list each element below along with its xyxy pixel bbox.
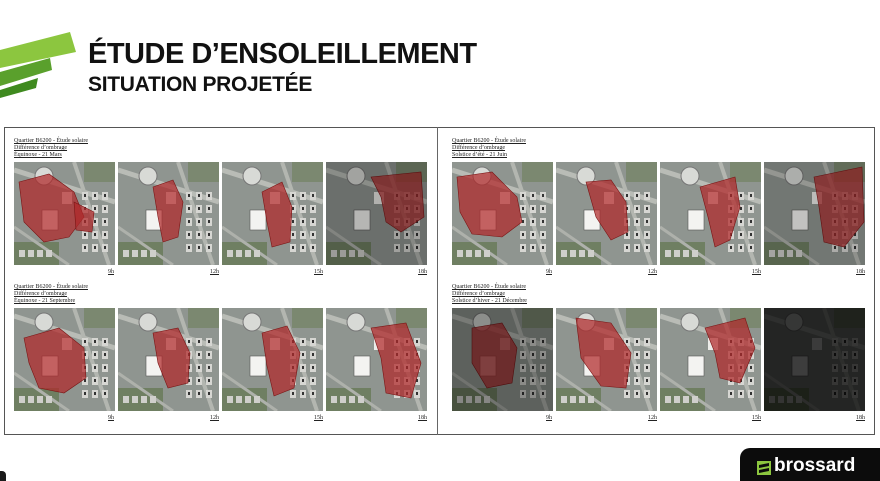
time-label: 9h [108, 415, 114, 421]
aerial-map [660, 162, 761, 265]
aerial-map [556, 308, 657, 411]
shadow-map-tile [660, 308, 761, 411]
time-label: 12h [210, 269, 219, 275]
caption-line-date: Solstice d’été - 21 Juin [452, 152, 507, 158]
time-label: 18h [418, 269, 427, 275]
brand-swoosh-graphic [0, 28, 80, 98]
aerial-map [326, 308, 427, 411]
page-title: ÉTUDE D’ENSOLEILLEMENT [88, 38, 477, 70]
shadow-map-tile [764, 308, 865, 411]
shadow-map-tile [556, 308, 657, 411]
aerial-map [14, 162, 115, 265]
shadow-map-tile [118, 308, 219, 411]
time-label: 12h [210, 415, 219, 421]
shadow-map-tile [452, 162, 553, 265]
corner-tab [0, 471, 6, 481]
time-label: 15h [314, 415, 323, 421]
block-caption [14, 284, 88, 305]
brossard-logo-icon [757, 461, 771, 475]
caption-line-date: Solstice d’hiver - 21 Décembre [452, 298, 527, 304]
shadow-map-tile [118, 162, 219, 265]
time-label: 15h [752, 269, 761, 275]
time-label: 9h [108, 269, 114, 275]
aerial-map [764, 162, 865, 265]
shadow-map-tile [14, 162, 115, 265]
time-label: 18h [418, 415, 427, 421]
shadow-map-tile [764, 162, 865, 265]
caption-line-project: Quartier B6200 - Étude solaire [452, 284, 526, 290]
time-label: 12h [648, 269, 657, 275]
block-caption [14, 138, 88, 159]
aerial-map [222, 308, 323, 411]
shadow-map-tile [14, 308, 115, 411]
aerial-map [660, 308, 761, 411]
caption-line-project: Quartier B6200 - Étude solaire [14, 138, 88, 144]
shadow-map-tile [222, 308, 323, 411]
time-label: 15h [752, 415, 761, 421]
block-caption [452, 284, 527, 305]
shadow-map-tile [556, 162, 657, 265]
time-label: 12h [648, 415, 657, 421]
block-caption [452, 138, 526, 159]
shadow-map-tile [326, 308, 427, 411]
aerial-map [118, 308, 219, 411]
brand-footer [740, 448, 880, 481]
shadow-map-tile [222, 162, 323, 265]
caption-line-project: Quartier B6200 - Étude solaire [14, 284, 88, 290]
aerial-map [222, 162, 323, 265]
caption-line-project: Quartier B6200 - Étude solaire [452, 138, 526, 144]
caption-line-date: Équinoxe - 21 Septembre [14, 298, 76, 304]
brand-name: brossard [774, 455, 856, 476]
caption-line-date: Équinoxe - 21 Mars [14, 152, 62, 158]
aerial-map [556, 162, 657, 265]
aerial-map [764, 308, 865, 411]
aerial-map [118, 162, 219, 265]
shadow-map-tile [660, 162, 761, 265]
caption-line-type: Différence d’ombrage [452, 291, 506, 297]
time-label: 9h [546, 269, 552, 275]
aerial-map [14, 308, 115, 411]
time-label: 15h [314, 269, 323, 275]
caption-line-type: Différence d’ombrage [14, 291, 68, 297]
aerial-map [452, 308, 553, 411]
aerial-map [326, 162, 427, 265]
caption-line-type: Différence d’ombrage [452, 145, 506, 151]
aerial-map [452, 162, 553, 265]
page-subtitle: SITUATION PROJETÉE [88, 73, 313, 96]
shadow-map-tile [326, 162, 427, 265]
time-label: 18h [856, 415, 865, 421]
title-block [88, 38, 477, 98]
time-label: 9h [546, 415, 552, 421]
time-label: 18h [856, 269, 865, 275]
shadow-map-tile [452, 308, 553, 411]
caption-line-type: Différence d’ombrage [14, 145, 68, 151]
sheet-divider [437, 127, 438, 435]
